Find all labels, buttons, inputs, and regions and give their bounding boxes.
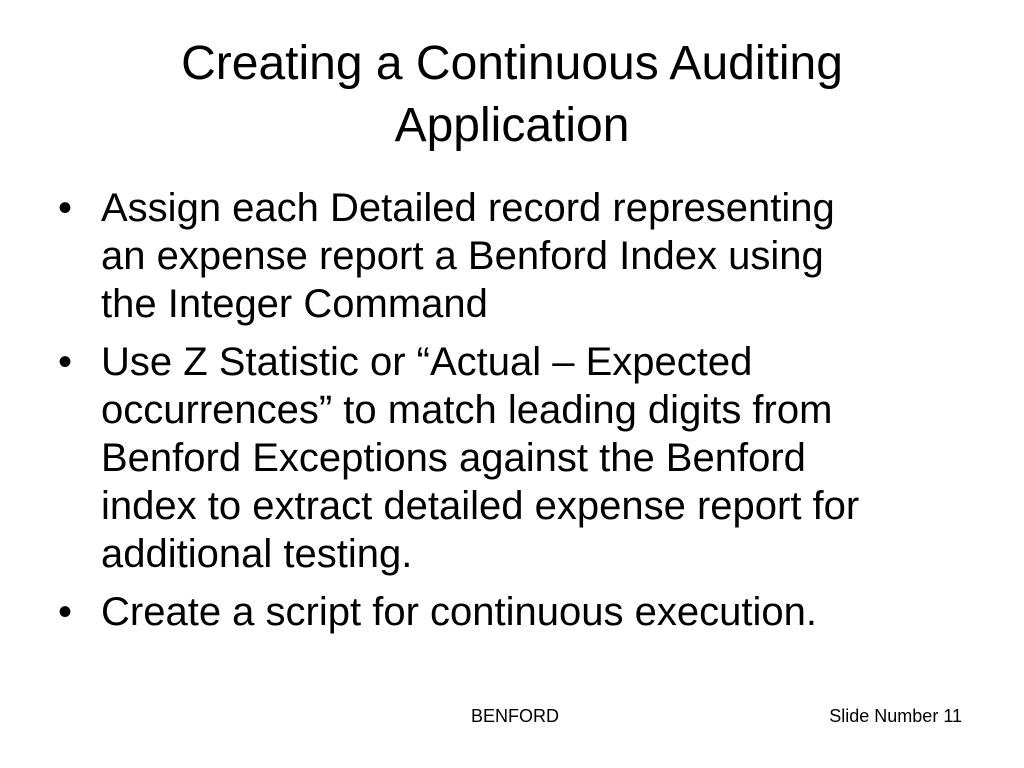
bullet-icon: •: [58, 186, 73, 230]
slide-title: [60, 33, 964, 157]
bullet-line: Assign each Detailed record representing: [101, 186, 835, 230]
bullet-line: Benford Exceptions against the Benford: [101, 436, 806, 480]
bullet-line: the Integer Command: [101, 282, 488, 326]
bullet-text: [101, 588, 976, 636]
bullet-item: [56, 338, 976, 578]
bullet-text: [101, 184, 976, 328]
bullet-line: index to extract detailed expense report for: [101, 484, 860, 528]
bullet-item: [56, 588, 976, 636]
bullet-line: occurrences” to match leading digits from: [101, 388, 833, 432]
slide-title-line: Application: [394, 99, 630, 152]
bullet-line: an expense report a Benford Index using: [101, 234, 824, 278]
bullet-item: [56, 184, 976, 328]
bullet-line: Create a script for continuous execution.: [101, 590, 817, 634]
bullet-line: Use Z Statistic or “Actual – Expected: [101, 340, 753, 384]
bullet-line: additional testing.: [101, 532, 413, 576]
bullet-text: [101, 338, 976, 578]
footer-title: BENFORD: [470, 706, 559, 726]
bullet-list: [56, 184, 976, 646]
bullet-icon: •: [58, 590, 73, 634]
slide-number: Slide Number 11: [829, 706, 962, 726]
slide-title-line: Creating a Continuous Auditing: [181, 37, 843, 90]
bullet-icon: •: [58, 340, 73, 384]
